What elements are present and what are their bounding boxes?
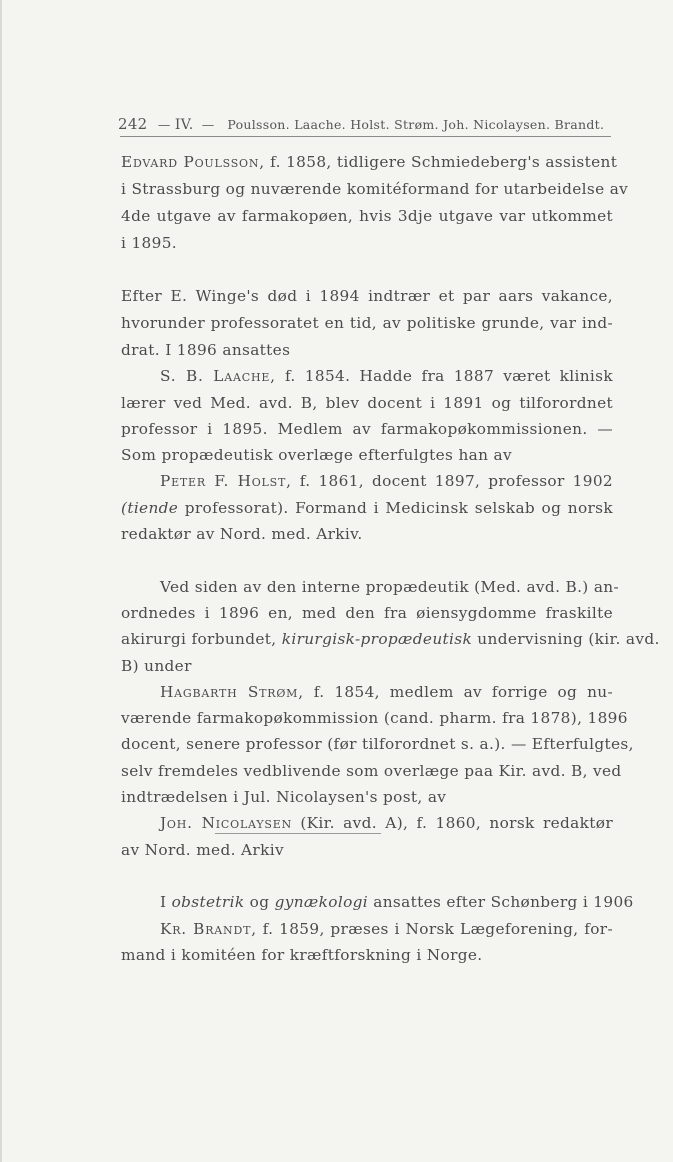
underline-mark [215,833,381,834]
person-name: S. B. Laache, [160,367,276,385]
text-line: docent, senere professor (før tilforordnet s. a.). — Efterfulgtes, [121,735,634,753]
italic-text: gynækologi [274,893,369,911]
text-span: akirurgi forbundet, [121,630,282,648]
text-span: f. 1858, tidligere Schmiedeberg's assistent [264,153,618,171]
text-line: ordnedes i 1896 en, med den fra øiensygdomme fraskilte [121,604,613,622]
header-dash: — [201,117,215,132]
text-line [160,472,613,490]
text-line: lærer ved Med. avd. B, blev docent i 1891 og tilforordnet [121,394,613,412]
text-span: f. 1854, medlem av forrige og nu- [303,683,613,701]
text-line [160,367,613,385]
text-span: professorat). Formand i Medicinsk selskab og norsk [178,499,613,517]
text-span: f. 1861, docent 1897, professor 1902 [291,472,613,490]
text-span: f. 1859, præses i Norsk Lægeforening, for- [256,920,613,938]
text-line: Som propædeutisk overlæge efterfulgtes han av [121,446,512,464]
text-span: undervisning (kir. avd. [472,630,660,648]
text-line: selv fremdeles vedblivende som overlæge paa Kir. avd. B, ved [121,762,622,780]
text-line: B) under [121,657,192,675]
text-line: Ved siden av den interne propædeutik (Med. avd. B.) an- [160,578,620,596]
italic-text: kirurgisk-propædeutisk [281,630,473,648]
chapter-number: IV. [174,117,194,133]
text-line [121,153,618,171]
text-span: I [160,893,172,911]
text-line [121,630,660,648]
page-number: 242 [118,115,148,133]
italic-text: (tiende [121,499,179,517]
text-line: i Strassburg og nuværende komitéformand for utarbeidelse av [121,180,629,198]
person-name: Peter F. Holst, [160,472,292,490]
header-names: Poulsson. Laache. Holst. Strøm. Joh. Nicolaysen. Brandt. [227,117,605,132]
text-line: indtrædelsen i Jul. Nicolaysen's post, av [121,788,447,806]
person-name: Edvard Poulsson, [121,153,265,171]
text-line: Efter E. Winge's død i 1894 indtrær et par aars vakance, [121,287,613,305]
person-name: Kr. Brandt, [160,920,257,938]
running-header [118,115,614,133]
text-line [121,499,613,517]
text-line [160,893,634,911]
header-rule [120,136,611,137]
text-line: mand i komitéen for kræftforskning i Norge. [121,946,483,964]
text-line: 4de utgave av farmakopøen, hvis 3dje utgave var utkommet [121,207,613,225]
text-line: i 1895. [121,234,177,252]
text-line: redaktør av Nord. med. Arkiv. [121,525,363,543]
text-line: hvorunder professoratet en tid, av politiske grunde, var ind- [121,314,613,332]
text-span: (Kir. avd. A), f. 1860, norsk redaktør [292,814,613,832]
text-span: f. 1854. Hadde fra 1887 været klinisk [275,367,613,385]
text-line: av Nord. med. Arkiv [121,841,284,859]
text-line: professor i 1895. Medlem av farmakopøkommissionen. — [121,420,613,438]
header-dash: — [157,117,171,132]
text-span: ansattes efter Schønberg i 1906 [368,893,634,911]
person-name: Joh. Nicolaysen [160,814,292,832]
text-line [160,683,613,701]
text-line [160,814,613,832]
italic-text: obstetrik [171,893,245,911]
text-span: og [244,893,275,911]
text-line: værende farmakopøkommission (cand. pharm. fra 1878), 1896 [121,709,628,727]
person-name: Hagbarth Strøm, [160,683,304,701]
text-line: drat. I 1896 ansattes [121,341,291,359]
text-line [160,920,613,938]
